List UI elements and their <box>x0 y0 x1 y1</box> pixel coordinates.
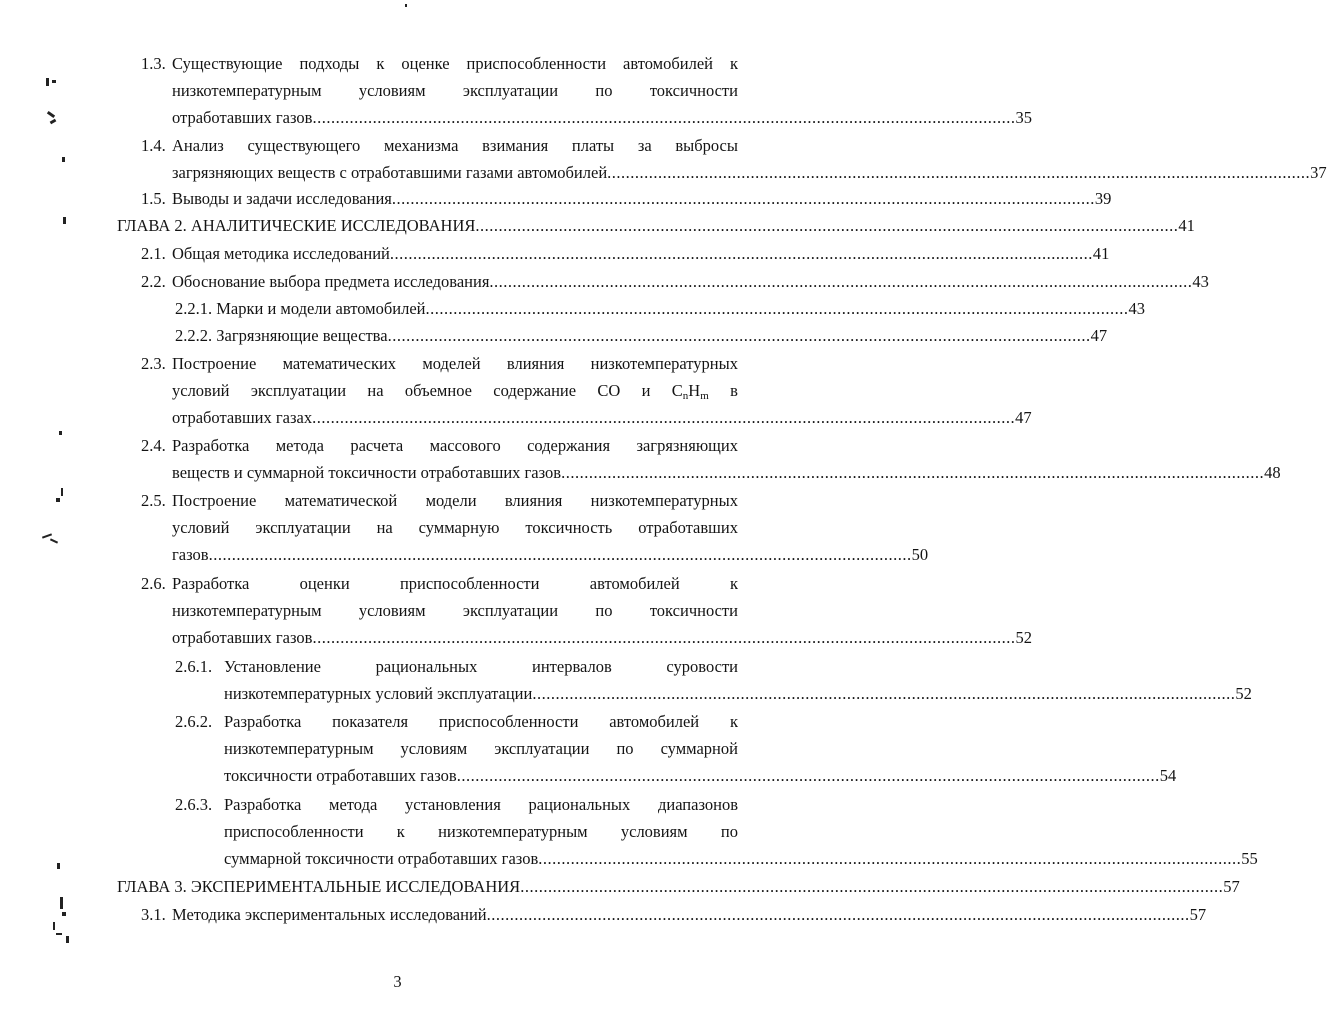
toc-line-last <box>117 216 1195 236</box>
toc-line: Разработка метода расчета массового содержания загрязняющих <box>172 436 738 455</box>
leader-dots: ........................................................................................................................................................ <box>312 628 1016 647</box>
leader-dots: ........................................................................................................................................................ <box>312 108 1016 127</box>
toc-page: 55 <box>1241 849 1258 868</box>
leader-dots: ........................................................................................................................................................ <box>532 684 1236 703</box>
toc-line-last: загрязняющих веществ с отработавшими газами автомобилей ........................................................................................................................................................ 37 <box>172 163 1327 182</box>
toc-line: низкотемпературным условиям эксплуатации по суммарной <box>224 739 738 758</box>
toc-page: 54 <box>1159 766 1177 785</box>
formula-cnhm: $C_nH_m$ <box>671 381 709 402</box>
toc-page: 37 <box>1310 163 1327 182</box>
toc-page: 52 <box>1015 628 1032 647</box>
toc-entry-2-6-2 <box>175 712 1177 788</box>
toc-line-last: газов ........................................................................................................................................................ 50 <box>172 545 929 564</box>
toc-line-last: суммарной токсичности отработавших газов ........................................................................................................................................................ 55 <box>224 849 1258 868</box>
toc-number: 3.1. <box>141 905 166 924</box>
toc-line-last: Общая методика исследований ........................................................................................................................................................ 41 <box>172 244 1110 263</box>
toc-entry-3-1 <box>141 905 1207 927</box>
toc-line: Построение математических моделей влияния низкотемпературных <box>172 354 738 373</box>
toc-entry-2-2 <box>141 272 1209 294</box>
leader-dots: ........................................................................................................................................................ <box>312 408 1016 427</box>
toc-line: условий эксплуатации на объемное содержание CO и $C_nH_m$ в <box>172 381 738 402</box>
toc-line-last: 2.2.1. Марки и модели автомобилей ........................................................................................................................................................ 43 <box>175 299 1145 318</box>
chapter-title: ГЛАВА 3. ЭКСПЕРИМЕНТАЛЬНЫЕ ИССЛЕДОВАНИЯ <box>117 877 521 896</box>
toc-entry-2-6 <box>141 574 1032 650</box>
leader-dots: ........................................................................................................................................................ <box>561 463 1265 482</box>
toc-entry-2-6-1 <box>175 657 1252 707</box>
toc-line-last: отработавших газах ........................................................................................................................................................ 47 <box>172 408 1032 427</box>
toc-number: 2.4. <box>141 436 166 455</box>
toc-line-last: отработавших газов ........................................................................................................................................................ 52 <box>172 628 1032 647</box>
toc-number: 2.3. <box>141 354 166 373</box>
toc-entry-2-4 <box>141 436 1281 486</box>
leader-dots: ........................................................................................................................................................ <box>489 272 1193 291</box>
toc-number: 1.4. <box>141 136 166 155</box>
toc-line-last: Методика экспериментальных исследований ........................................................................................................................................................ 57 <box>172 905 1207 924</box>
toc-entry-1-3 <box>141 54 1032 134</box>
toc-page: 47 <box>1015 408 1032 427</box>
leader-dots: ........................................................................................................................................................ <box>520 877 1224 896</box>
toc-page: 48 <box>1264 463 1281 482</box>
toc-page: 43 <box>1128 299 1145 318</box>
toc-page: 39 <box>1094 189 1112 208</box>
toc-number: 2.6.3. <box>175 795 213 814</box>
toc-number: 2.6.2. <box>175 712 213 731</box>
toc-entry-2-2-2 <box>175 326 1108 348</box>
leader-dots: ........................................................................................................................................................ <box>387 326 1091 345</box>
page-number: 3 <box>393 972 402 991</box>
toc-number: 2.5. <box>141 491 166 510</box>
toc-entry-1-5 <box>141 189 1112 211</box>
toc-line: низкотемпературным условиям эксплуатации по токсичности <box>172 81 738 100</box>
leader-dots: ........................................................................................................................................................ <box>486 905 1190 924</box>
leader-dots: ........................................................................................................................................................ <box>391 189 1095 208</box>
toc-number: 2.6.1. <box>175 657 213 676</box>
toc-chapter-3 <box>117 877 1240 899</box>
toc-number: 1.3. <box>141 54 166 73</box>
toc-line: низкотемпературным условиям эксплуатации по токсичности <box>172 601 738 620</box>
toc-line: приспособленности к низкотемпературным условиям по <box>224 822 738 841</box>
toc-line: Разработка метода установления рациональных диапазонов <box>224 795 738 814</box>
leader-dots: ........................................................................................................................................................ <box>389 244 1093 263</box>
leader-dots: ........................................................................................................................................................ <box>208 545 912 564</box>
toc-page: 47 <box>1090 326 1108 345</box>
toc-line-last: Обоснование выбора предмета исследования ........................................................................................................................................................ 43 <box>172 272 1209 291</box>
toc-page: 57 <box>1223 877 1240 896</box>
toc-entry-2-3 <box>141 354 1032 430</box>
leader-dots: ........................................................................................................................................................ <box>538 849 1242 868</box>
toc-chapter-2 <box>117 216 1195 238</box>
toc-number: 1.5. <box>141 189 166 208</box>
toc-page: 41 <box>1178 216 1195 235</box>
toc-line-last <box>117 877 1240 897</box>
toc-page: 43 <box>1192 272 1209 291</box>
toc-entry-2-6-3 <box>175 795 1258 871</box>
toc-entry-2-1 <box>141 244 1110 266</box>
leader-dots: ........................................................................................................................................................ <box>425 299 1129 318</box>
toc-entry-1-4 <box>141 136 1327 186</box>
toc-line-last: токсичности отработавших газов ........................................................................................................................................................ 54 <box>224 766 1177 785</box>
toc-number: 2.1. <box>141 244 166 263</box>
leader-dots: ........................................................................................................................................................ <box>456 766 1160 785</box>
leader-dots: ........................................................................................................................................................ <box>475 216 1179 235</box>
toc-page: 52 <box>1235 684 1252 703</box>
toc-entry-2-5 <box>141 491 929 567</box>
toc-number: 2.6. <box>141 574 166 593</box>
toc-page: 50 <box>911 545 929 564</box>
toc-line: Разработка оценки приспособленности автомобилей к <box>172 574 738 593</box>
toc-number: 2.2. <box>141 272 166 291</box>
toc-line-last: 2.2.2. Загрязняющие вещества ........................................................................................................................................................ 47 <box>175 326 1108 345</box>
toc-page: 41 <box>1092 244 1110 263</box>
toc-line-last: низкотемпературных условий эксплуатации ........................................................................................................................................................ 52 <box>224 684 1252 703</box>
toc-line-last: Выводы и задачи исследования ........................................................................................................................................................ 39 <box>172 189 1112 208</box>
toc-page: 57 <box>1189 905 1207 924</box>
toc-page: 35 <box>1015 108 1032 127</box>
toc-line: Анализ существующего механизма взимания платы за выбросы <box>172 136 738 155</box>
toc-line: условий эксплуатации на суммарную токсичность отработавших <box>172 518 738 537</box>
toc-line-last: отработавших газов ........................................................................................................................................................ 35 <box>172 108 1032 127</box>
toc-line: Существующие подходы к оценке приспособленности автомобилей к <box>172 54 738 73</box>
toc-line: Установление рациональных интервалов суровости <box>224 657 738 676</box>
leader-dots: ........................................................................................................................................................ <box>607 163 1311 182</box>
chapter-title: ГЛАВА 2. АНАЛИТИЧЕСКИЕ ИССЛЕДОВАНИЯ <box>117 216 476 235</box>
toc-line-last: веществ и суммарной токсичности отработавших газов ........................................................................................................................................................ 48 <box>172 463 1281 482</box>
toc-line: Разработка показателя приспособленности автомобилей к <box>224 712 738 731</box>
toc-entry-2-2-1 <box>175 299 1145 321</box>
toc-line: Построение математической модели влияния низкотемпературных <box>172 491 738 510</box>
